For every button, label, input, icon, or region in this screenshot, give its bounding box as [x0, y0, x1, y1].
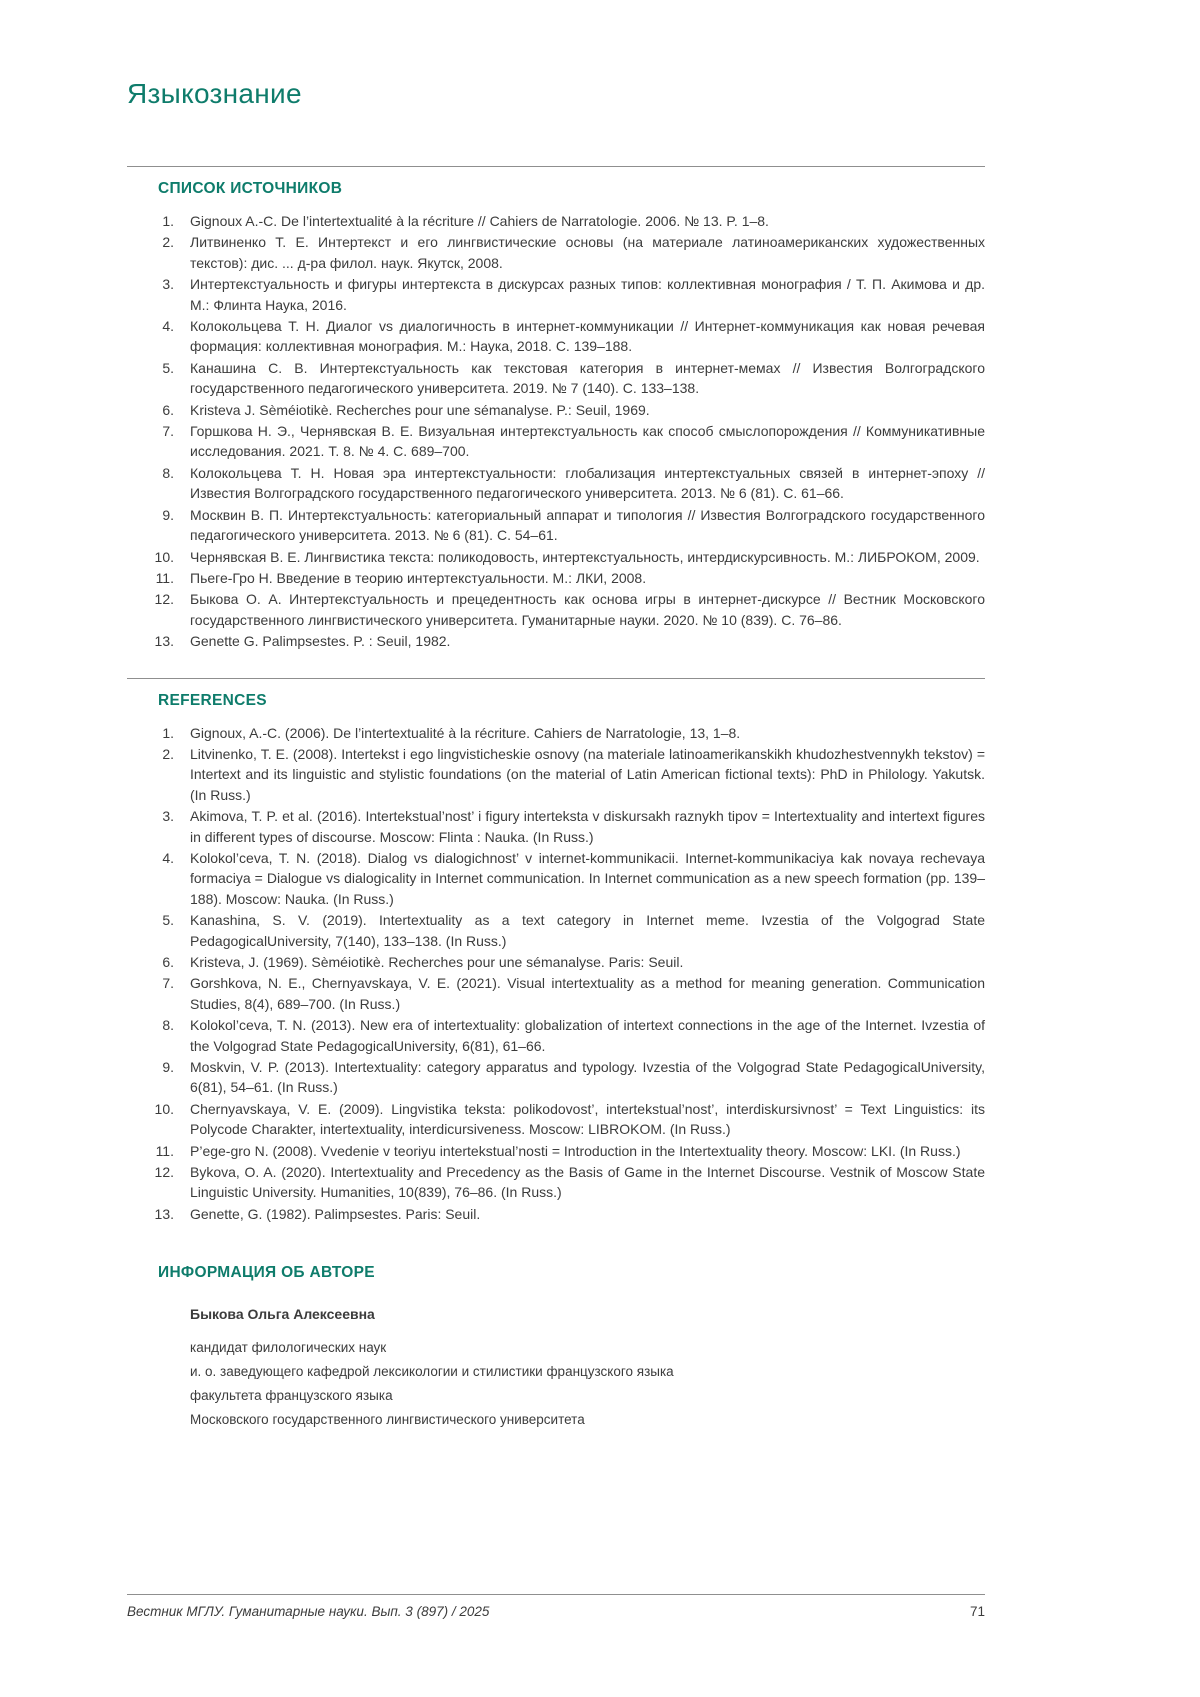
reference-number: 8. [162, 464, 174, 481]
reference-item [127, 848, 985, 909]
reference-number: 1. [162, 213, 174, 229]
reference-number: 9. [162, 1059, 174, 1076]
author-info-heading: ИНФОРМАЦИЯ ОБ АВТОРЕ [158, 1264, 375, 1282]
reference-text: Gignoux, A.-C. (2006). De l’intertextualité à la récriture. Cahiers de Narratologie, 13, 1–8. [190, 724, 741, 741]
reference-text: Канашина С. В. Интертекстуальность как текстовая категория в интернет-мемах // Известия Волгоградского государственного педагогического университета. 2019. № 7 (140). С. 133–138. [190, 359, 985, 397]
reference-item [127, 723, 985, 743]
sources-divider [127, 166, 985, 167]
author-detail-line: Московского государственного лингвистического университета [190, 1412, 585, 1428]
sources-heading: СПИСОК ИСТОЧНИКОВ [158, 180, 343, 197]
reference-item [127, 316, 985, 357]
reference-number: 2. [162, 745, 174, 762]
reference-text: Пьеге-Гро Н. Введение в теорию интертекстуальности. М.: ЛКИ, 2008. [190, 569, 647, 586]
reference-number: 11. [155, 1142, 174, 1159]
page-footer [127, 1594, 985, 1619]
reference-item [127, 400, 985, 420]
references-section [127, 678, 985, 1225]
reference-text: Быкова О. А. Интертекстуальность и прецедентность как основа игры в интернет-дискурсе // Вестник Московского государственного лингвистического университета. Гуманитарные науки. 2020. № 10 (839). С. 76–86. [190, 591, 985, 628]
reference-item [127, 952, 985, 972]
reference-item [127, 973, 985, 1014]
reference-item [127, 806, 985, 847]
reference-text: Колокольцева Т. Н. Диалог vs диалогичность в интернет-коммуникации // Интернет-коммуникация как новая речевая формация: коллективная монография. М.: Наука, 2018. С. 139–188. [190, 318, 985, 355]
reference-number: 12. [154, 1164, 174, 1181]
reference-number: 11. [155, 569, 174, 586]
reference-number: 7. [162, 975, 174, 992]
reference-text: Genette G. Palimpsestes. P. : Seuil, 1982. [190, 633, 451, 650]
reference-text: Chernyavskaya, V. E. (2009). Lingvistika teksta: polikodovost’, intertekstual’nost’, interdiskursivnost’ = Text Linguistics: its Polycode Charakter, intertextuality, interdicursiveness. Moscow: LIBROKOM. (In Russ.) [190, 1100, 985, 1138]
reference-number: 8. [162, 1017, 174, 1034]
reference-number: 13. [154, 1205, 174, 1222]
reference-number: 6. [162, 401, 174, 418]
reference-item [127, 232, 985, 273]
reference-text: Kanashina, S. V. (2019). Intertextuality as a text category in Internet meme. Ivzestia of the Volgograd State PedagogicalUniversity, 7(140), 133–138. (In Russ.) [190, 912, 985, 949]
reference-number: 4. [162, 318, 174, 335]
author-detail-line: факультета французского языка [190, 1388, 393, 1404]
author-details [190, 1336, 985, 1432]
author-detail-line: и. о. заведующего кафедрой лексикологии и стилистики французского языка [190, 1364, 674, 1380]
reference-item [127, 1099, 985, 1140]
reference-text: Чернявская В. Е. Лингвистика текста: поликодовость, интертекстуальность, интердискурсивность. М.: ЛИБРОКОМ, 2009. [190, 548, 980, 565]
sources-list [127, 211, 985, 652]
reference-text: Kolokol’ceva, T. N. (2013). New era of intertextuality: globalization of intertext connections in the age of the Internet. Ivzestia of the Volgograd State PedagogicalUniversity, 6(81), 61–66. [190, 1017, 985, 1054]
reference-text: Интертекстуальность и фигуры интертекста в дискурсах разных типов: коллективная монография / Т. П. Акимова и др. М.: Флинта Наука, 2016. [190, 276, 985, 313]
author-name: Быкова Ольга Алексеевна [190, 1306, 375, 1323]
reference-text: Kolokol’ceva, T. N. (2018). Dialog vs dialogichnost’ v internet-kommunikacii. Internet-kommunikaciya kak novaya rechevaya formaciya = Dialogue vs dialogicality in Internet communication. In Internet communication as a new speech formation (pp. 139–188). Moscow: Nauka. (In Russ.) [190, 849, 985, 907]
reference-item [127, 1162, 985, 1203]
reference-text: Kristeva J. Sèméiotikè. Recherches pour une sémanalyse. P.: Seuil, 1969. [190, 401, 650, 418]
reference-number: 2. [162, 234, 174, 251]
reference-number: 3. [162, 808, 174, 825]
reference-text: Gorshkova, N. E., Chernyavskaya, V. E. (2021). Visual intertextuality as a method for meaning generation. Communication Studies, 8(4), 689–700. (In Russ.) [190, 975, 985, 1012]
reference-number: 6. [162, 954, 174, 970]
reference-item [127, 631, 985, 651]
author-block [190, 1306, 985, 1432]
reference-number: 10. [154, 548, 174, 565]
reference-number: 3. [162, 276, 174, 293]
reference-item [127, 1141, 985, 1161]
footer-page-number: 71 [969, 1604, 985, 1619]
reference-item [127, 910, 985, 951]
reference-text: Moskvin, V. P. (2013). Intertextuality: category apparatus and typology. Ivzestia of the Volgograd State PedagogicalUniversity, 6(81), 54–61. (In Russ.) [190, 1059, 985, 1096]
author-info-section [127, 1264, 985, 1432]
reference-text: Gignoux A.-C. De l’intertextualité à la récriture // Cahiers de Narratologie. 2006. № 13. P. 1–8. [190, 213, 769, 229]
reference-number: 9. [162, 506, 174, 523]
reference-number: 4. [162, 849, 174, 866]
reference-item [127, 463, 985, 504]
reference-item [127, 1204, 985, 1224]
references-heading: REFERENCES [158, 691, 267, 709]
author-detail-line: кандидат филологических наук [190, 1340, 387, 1356]
reference-text: Bykova, O. A. (2020). Intertextuality and Precedency as the Basis of Game in the Internet Discourse. Vestnik of Moscow State Linguistic University. Humanities, 10(839), 76–86. (In Russ.) [190, 1164, 985, 1201]
reference-item [127, 568, 985, 588]
reference-item [127, 505, 985, 546]
reference-text: Litvinenko, T. E. (2008). Intertekst i ego lingvisticheskie osnovy (na materiale latinoamerikanskikh khudozhestvennykh tekstov) = Intertext and its linguistic and stylistic foundations (on the material of Latin American fictional texts): PhD in Philology. Yakutsk. (In Russ.) [190, 745, 985, 803]
reference-text: Горшкова Н. Э., Чернявская В. Е. Визуальная интертекстуальность как способ смыслопорождения // Коммуникативные исследования. 2021. Т. 8. № 4. С. 689–700. [190, 423, 985, 460]
sources-section [127, 166, 985, 652]
references-list [127, 723, 985, 1225]
reference-number: 10. [154, 1100, 174, 1117]
reference-item [127, 1057, 985, 1098]
reference-text: Колокольцева Т. Н. Новая эра интертекстуальности: глобализация интертекстуальных связей в интернет-эпоху // Известия Волгоградского государственного педагогического университета. 2013. № 6 (81). С. 61–66. [190, 464, 985, 502]
reference-number: 1. [162, 724, 174, 741]
reference-item [127, 589, 985, 630]
reference-text: Akimova, T. P. et al. (2016). Intertekstual’nost’ i figury interteksta v diskursakh raznykh tipov = Intertextuality and intertext figures in different types of discourse. Moscow: Flinta : Nauka. (In Russ.) [190, 808, 985, 845]
reference-text: P’ege-gro N. (2008). Vvedenie v teoriyu intertekstual’nosti = Introduction in the Intertextuality theory. Moscow: LKI. (In Russ.) [190, 1142, 961, 1159]
reference-item [127, 547, 985, 567]
reference-item [127, 358, 985, 399]
reference-item [127, 1015, 985, 1056]
reference-item [127, 421, 985, 462]
page-title: Языкознание [127, 78, 302, 109]
reference-text: Kristeva, J. (1969). Sèméiotikè. Recherches pour une sémanalyse. Paris: Seuil. [190, 954, 684, 970]
reference-number: 13. [154, 633, 174, 650]
reference-text: Genette, G. (1982). Palimpsestes. Paris: Seuil. [190, 1205, 481, 1222]
reference-text: Москвин В. П. Интертекстуальность: категориальный аппарат и типология // Известия Волгоградского государственного педагогического университета. 2013. № 6 (81). С. 54–61. [190, 506, 985, 544]
reference-number: 12. [154, 591, 174, 608]
footer-journal-title: Вестник МГЛУ. Гуманитарные науки. Вып. 3 (897) / 2025 [127, 1604, 490, 1619]
reference-number: 7. [162, 423, 174, 440]
reference-item [127, 274, 985, 315]
reference-item [127, 744, 985, 805]
reference-number: 5. [162, 912, 174, 929]
reference-number: 5. [162, 359, 174, 376]
reference-text: Литвиненко Т. Е. Интертекст и его лингвистические основы (на материале латиноамериканских художественных текстов): дис. ... д-ра филол. наук. Якутск, 2008. [190, 234, 985, 271]
references-divider [127, 678, 985, 679]
reference-item [127, 211, 985, 231]
